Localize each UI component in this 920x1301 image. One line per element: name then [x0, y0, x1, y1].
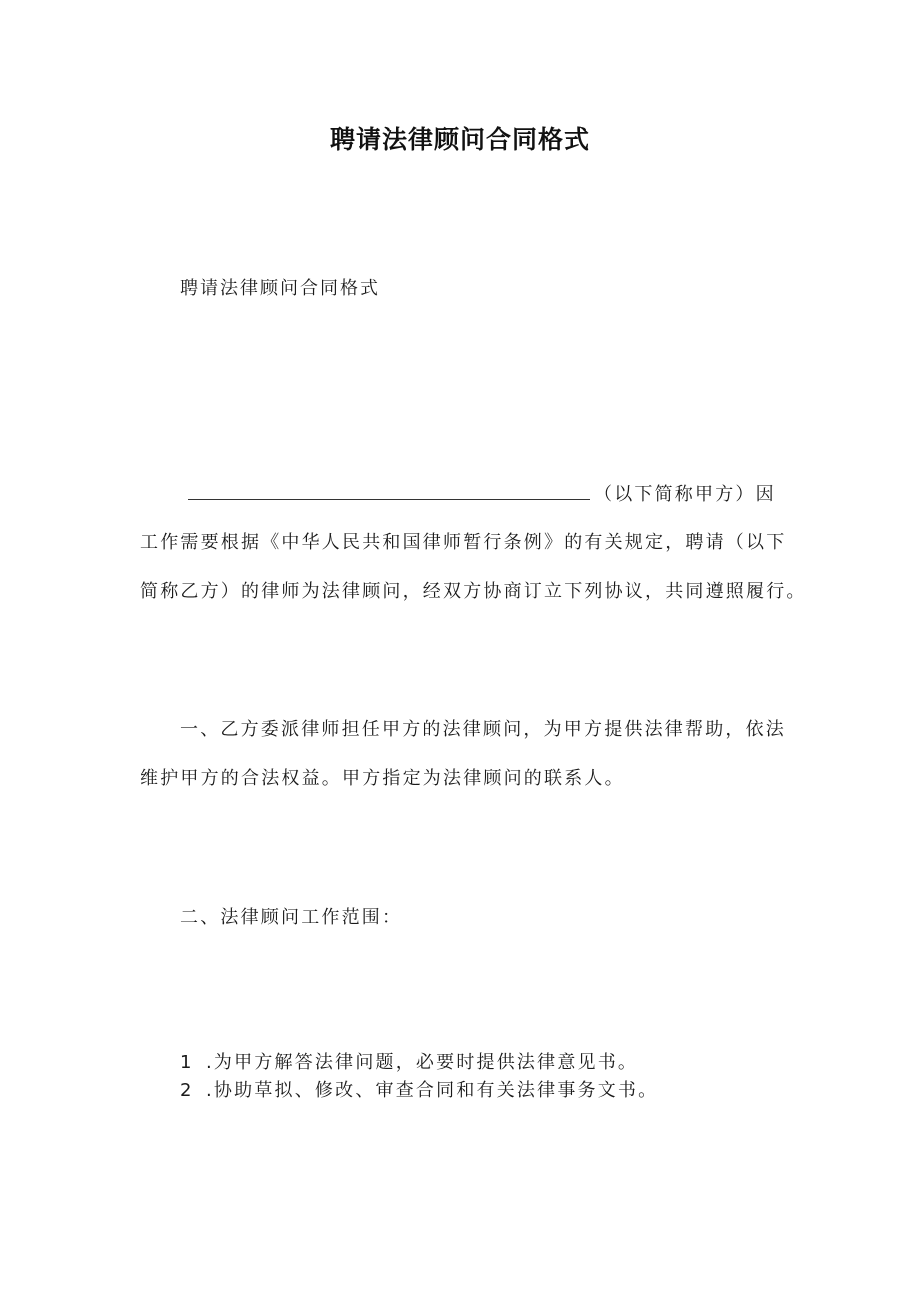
intro-line-2: 工作需要根据《中华人民共和国律师暂行条例》的有关规定，聘请（以下	[140, 532, 787, 553]
document-subtitle: 聘请法律顾问合同格式	[180, 278, 380, 299]
intro-line-3: 简称乙方）的律师为法律顾问，经双方协商订立下列协议，共同遵照履行。	[140, 581, 807, 602]
intro-line-1-suffix: （以下简称甲方）因	[594, 484, 776, 505]
party-a-blank-field	[188, 481, 590, 500]
list-item-text: .为甲方解答法律问题，必要时提供法律意见书。	[206, 1052, 639, 1073]
clause-2-heading: 二、法律顾问工作范围：	[180, 907, 403, 928]
list-item	[180, 1048, 638, 1074]
clause-1-line-2: 维护甲方的合法权益。甲方指定为法律顾问的联系人。	[140, 768, 625, 789]
list-item-number: 2	[180, 1080, 194, 1101]
clause-1-line-1: 一、乙方委派律师担任甲方的法律顾问，为甲方提供法律帮助，依法	[180, 719, 786, 740]
document-title: 聘请法律顾问合同格式	[329, 125, 590, 154]
list-item	[180, 1076, 658, 1102]
intro-line-1	[188, 480, 776, 506]
list-item-text: .协助草拟、修改、审查合同和有关法律事务文书。	[206, 1080, 659, 1101]
list-item-number: 1	[180, 1052, 194, 1073]
